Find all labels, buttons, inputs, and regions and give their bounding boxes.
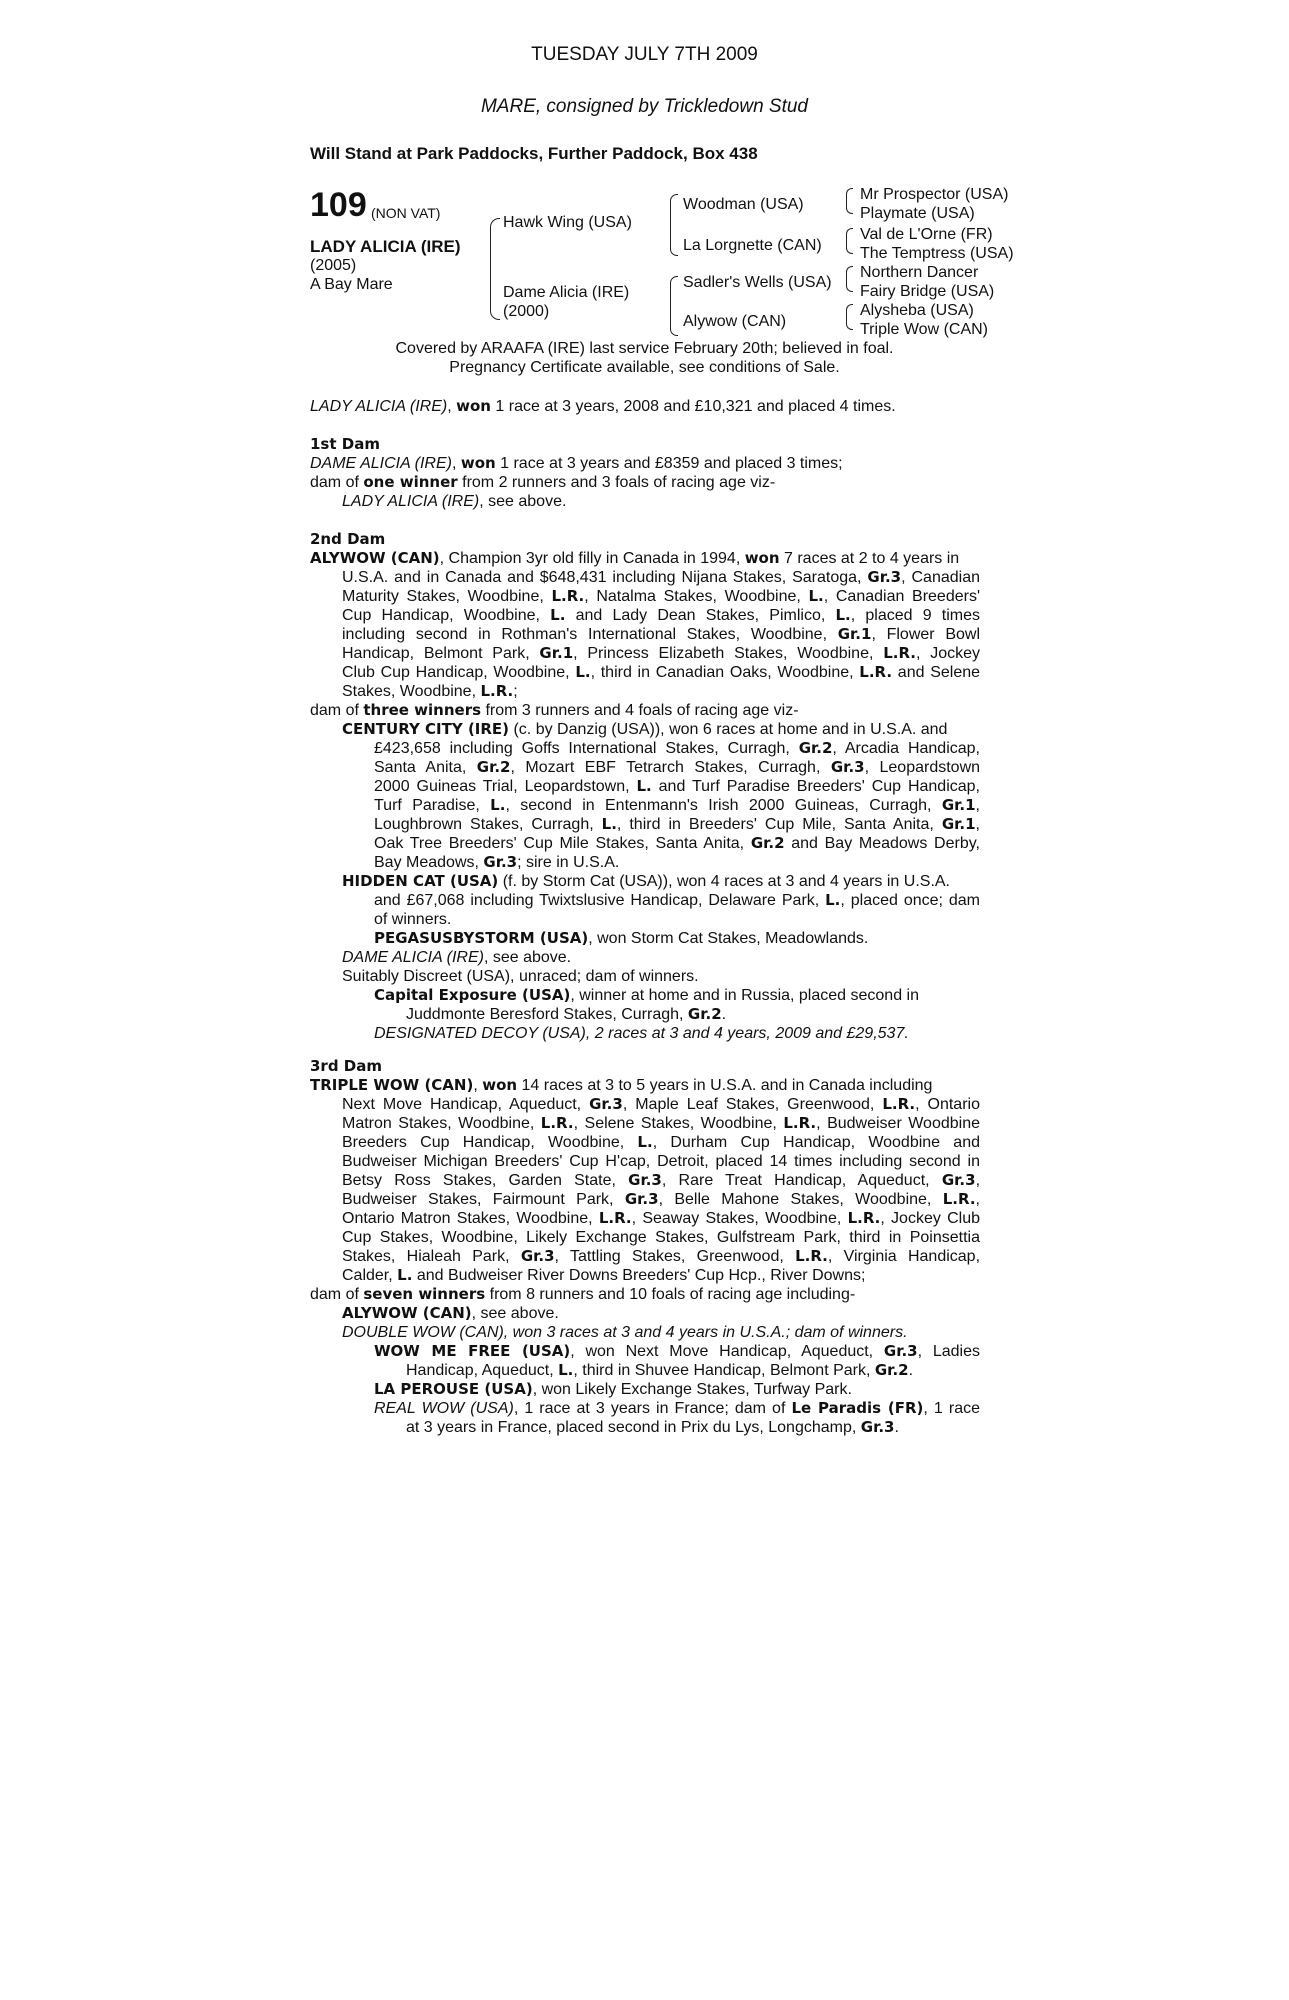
pedigree-dam-sire: Sadler's Wells (USA) — [683, 274, 832, 291]
line-text: Oak Tree Breeders' Cup Mile Stakes, Santa Anita, — [374, 835, 751, 852]
century-city-name: CENTURY CITY (IRE) — [342, 720, 510, 738]
line-text: and Budweiser River Downs Breeders' Cup Hcp., River Downs; — [412, 1267, 866, 1284]
summary-won: won — [456, 397, 491, 415]
line-text: , third in Canadian Oaks, Woodbine, — [590, 664, 860, 681]
line-text: , Virginia Handicap, — [827, 1248, 981, 1265]
line-text: , Belle Mahone Stakes, Woodbine, — [658, 1191, 943, 1208]
hidden-cat-text: (f. by Storm Cat (USA)), won 4 races at 3 and 4 years in U.S.A. — [498, 873, 950, 890]
line-text: , Budweiser Woodbine — [816, 1115, 981, 1132]
text-line — [310, 1095, 980, 1114]
line-text: Next Move Handicap, Aqueduct, — [342, 1096, 590, 1113]
text-line — [310, 625, 980, 644]
offspring-text: , see above. — [479, 493, 567, 510]
text-line — [310, 1266, 980, 1285]
grade-label: Gr.1 — [941, 796, 976, 814]
grade-label: Gr.3 — [883, 1342, 918, 1360]
horse-description: A Bay Mare — [310, 276, 393, 293]
runners-text: from 8 runners and 10 foals of racing age including- — [485, 1286, 856, 1303]
pedigree-ddd: Triple Wow (CAN) — [860, 321, 989, 338]
separator: , — [473, 1077, 483, 1094]
line-text: , Seaway Stakes, Woodbine, — [631, 1210, 848, 1227]
vat-status: (NON VAT) — [371, 205, 441, 221]
text-line — [310, 910, 980, 929]
grade-label: Gr.2 — [750, 834, 785, 852]
line-text: Budweiser Stakes, Fairmount Park, — [342, 1191, 625, 1208]
line-text: , — [975, 816, 980, 833]
grade-label: L.R. — [783, 1114, 817, 1132]
wow-me-free-text-4: , third in Shuvee Handicap, Belmont Park, — [573, 1362, 875, 1379]
wow-me-free-text-2: , Ladies — [917, 1343, 980, 1360]
line-text: Club Cup Handicap, Woodbine, — [342, 664, 576, 681]
text-line — [310, 1171, 980, 1190]
text-line — [310, 682, 980, 701]
grade-label: Gr.1 — [539, 644, 574, 662]
grade-label: L.R. — [795, 1247, 828, 1265]
line-text: , Durham Cup Handicap, Woodbine and — [652, 1134, 980, 1151]
real-wow-text: , 1 race at 3 years in France; dam of — [513, 1400, 792, 1417]
alywow-text: , see above. — [471, 1305, 559, 1322]
line-text: Maturity Stakes, Woodbine, — [342, 588, 552, 605]
line-text: , Canadian — [901, 569, 980, 586]
text-line — [310, 606, 980, 625]
line-text: £423,658 including Goffs International Stakes, Curragh, — [374, 740, 799, 757]
separator: , — [451, 455, 461, 472]
grade-label: Gr.3 — [830, 758, 865, 776]
pedigree-sire-dam: La Lorgnette (CAN) — [683, 237, 822, 254]
line-text: U.S.A. and in Canada and $648,431 including Nijana Stakes, Saratoga, — [342, 569, 868, 586]
grade-label: L. — [636, 777, 652, 795]
grade-label: L. — [558, 1361, 574, 1379]
century-city-text: (c. by Danzig (USA)), won 6 races at home and in U.S.A. and — [509, 721, 948, 738]
line-text: , Tattling Stakes, Greenwood, — [554, 1248, 796, 1265]
wow-me-free-name: WOW ME FREE (USA) — [374, 1342, 571, 1360]
line-text: Cup Handicap, Woodbine, — [342, 607, 551, 624]
line-text: , Natalma Stakes, Woodbine, — [584, 588, 809, 605]
line-text: of winners. — [374, 911, 452, 928]
text-line — [310, 815, 980, 834]
text-line — [310, 758, 980, 777]
consignor-line: MARE, consigned by Trickledown Stud — [480, 96, 809, 117]
line-text: , — [975, 1191, 980, 1208]
pedigree-ssd: Playmate (USA) — [860, 205, 975, 222]
pedigree-sire-sire: Woodman (USA) — [683, 196, 804, 213]
wow-me-free-text: , won Next Move Handicap, Aqueduct, — [570, 1343, 884, 1360]
grade-label: L.R. — [859, 663, 893, 681]
line-text: Matron Stakes, Woodbine, — [342, 1115, 541, 1132]
hidden-cat-name: HIDDEN CAT (USA) — [342, 872, 499, 890]
text-line — [310, 834, 980, 853]
line-text: , placed 9 times — [850, 607, 981, 624]
line-text: , Selene Stakes, Woodbine, — [573, 1115, 784, 1132]
line-text: Calder, — [342, 1267, 398, 1284]
line-text: including second in Rothman's International Stakes, Woodbine, — [342, 626, 838, 643]
line-text: , Canadian Breeders' — [823, 588, 981, 605]
grade-label: L. — [808, 587, 824, 605]
line-text: , placed once; dam — [840, 892, 980, 909]
text-line — [310, 739, 980, 758]
grade-label: L. — [601, 815, 617, 833]
century-city-lines — [310, 739, 980, 872]
text-line — [310, 1209, 980, 1228]
pedigree-brace-dam — [670, 276, 678, 336]
second-dam-heading: 2nd Dam — [310, 530, 386, 548]
pedigree-dam: Dame Alicia (IRE) — [503, 284, 630, 301]
first-dam-record: 1 race at 3 years and £8359 and placed 3 times; — [495, 455, 843, 472]
grade-label: Gr.2 — [874, 1361, 909, 1379]
grade-label: Gr.3 — [589, 1095, 623, 1113]
text-line — [310, 1114, 980, 1133]
pedigree-dss: Northern Dancer — [860, 264, 979, 281]
line-text: Ontario Matron Stakes, Woodbine, — [342, 1210, 599, 1227]
pegasus-name: PEGASUSBYSTORM (USA) — [374, 929, 589, 947]
line-text: , Princess Elizabeth Stakes, Woodbine, — [573, 645, 884, 662]
real-wow-name: REAL WOW (USA) — [374, 1400, 514, 1417]
grade-label: L.R. — [847, 1209, 881, 1227]
sale-date: TUESDAY JULY 7TH 2009 — [531, 44, 758, 65]
text-line — [310, 796, 980, 815]
line-text: Loughbrown Stakes, Curragh, — [374, 816, 602, 833]
line-text: , Jockey Club — [880, 1210, 981, 1227]
grade-label: Gr.1 — [837, 625, 872, 643]
line-text: and Turf Paradise Breeders' Cup Handicap, — [651, 778, 981, 795]
pegasus-text: , won Storm Cat Stakes, Meadowlands. — [588, 930, 869, 947]
le-paradis-name: Le Paradis (FR) — [791, 1399, 924, 1417]
line-text: , Arcadia Handicap, — [832, 740, 980, 757]
hidden-cat-lines — [310, 891, 980, 929]
grade-label: Gr.3 — [520, 1247, 555, 1265]
line-text: , Flower Bowl — [871, 626, 980, 643]
pedigree-sdd: The Temptress (USA) — [860, 245, 1014, 262]
text-line — [310, 663, 980, 682]
grade-label: L. — [637, 1133, 653, 1151]
third-dam-heading: 3rd Dam — [310, 1057, 382, 1075]
grade-label: L. — [397, 1266, 413, 1284]
line-text: , second in Entenmann's Irish 2000 Guineas, Curragh, — [505, 797, 942, 814]
grade-label: Gr.3 — [483, 853, 518, 871]
line-text: Breeders Cup Handicap, Woodbine, — [342, 1134, 638, 1151]
line-text: and Lady Dean Stakes, Pimlico, — [565, 607, 836, 624]
line-text: and Selene — [892, 664, 981, 681]
second-dam-name: ALYWOW (CAN) — [310, 549, 440, 567]
first-dam-name: DAME ALICIA (IRE) — [310, 455, 452, 472]
line-text: Betsy Ross Stakes, Garden State, — [342, 1172, 629, 1189]
third-dam-won: won — [482, 1076, 518, 1094]
line-text: , Jockey — [916, 645, 981, 662]
grade-label: Gr.3 — [624, 1190, 659, 1208]
covered-line: Covered by ARAAFA (IRE) last service February 20th; believed in foal. — [395, 340, 894, 357]
grade-label: Gr.2 — [798, 739, 833, 757]
pedigree-sds: Val de L'Orne (FR) — [860, 226, 993, 243]
lot-number: 109 — [310, 186, 367, 224]
horse-name: LADY ALICIA (IRE) — [310, 237, 461, 256]
grade-label: L.R. — [480, 682, 514, 700]
winner-count: one winner — [363, 473, 458, 491]
dame-alicia-text: , see above. — [483, 949, 572, 966]
text-line — [310, 1152, 980, 1171]
text-line — [310, 644, 980, 663]
real-wow-text-2: , 1 race — [923, 1400, 981, 1417]
pedigree-sss: Mr Prospector (USA) — [860, 186, 1009, 203]
third-dam-section — [310, 1057, 980, 1437]
text-line — [310, 568, 980, 587]
race-summary: LADY ALICIA (IRE), won 1 race at 3 years, 2008 and £10,321 and placed 4 times. — [310, 397, 896, 415]
grade-label: L.R. — [882, 1095, 916, 1113]
designated-decoy-line: DESIGNATED DECOY (USA), 2 races at 3 and 4 years, 2009 and £29,537. — [374, 1025, 909, 1042]
pedigree-dam-dam: Alywow (CAN) — [683, 313, 787, 330]
wow-me-free-text-3: Handicap, Aqueduct, — [406, 1362, 559, 1379]
pedigree-sire: Hawk Wing (USA) — [503, 214, 632, 231]
la-perouse-text: , won Likely Exchange Stakes, Turfway Park. — [532, 1381, 852, 1398]
dam-of-label: dam of — [310, 474, 364, 491]
grade-label: L.R. — [598, 1209, 632, 1227]
line-text: Santa Anita, — [374, 759, 477, 776]
punctuation: . — [894, 1419, 899, 1436]
runners-text: from 3 runners and 4 foals of racing age viz- — [481, 702, 799, 719]
line-text: , third in Breeders' Cup Mile, Santa Anita, — [616, 816, 942, 833]
third-dam-lines — [310, 1095, 980, 1285]
suitably-discreet-line: Suitably Discreet (USA), unraced; dam of winners. — [342, 968, 699, 985]
capital-exposure-text-2: Juddmonte Beresford Stakes, Curragh, — [406, 1006, 688, 1023]
capital-exposure-text: , winner at home and in Russia, placed second in — [570, 987, 919, 1004]
line-text: , — [975, 1172, 981, 1189]
grade-label: L.R. — [942, 1190, 976, 1208]
pedigree-brace-sire — [670, 194, 678, 256]
grade-label: L. — [550, 606, 566, 624]
line-text: 2000 Guineas Trial, Leopardstown, — [374, 778, 637, 795]
grade-label: Gr.2 — [476, 758, 511, 776]
third-dam-name: TRIPLE WOW (CAN) — [310, 1076, 474, 1094]
line-text: and £67,068 including Twixtslusive Handicap, Delaware Park, — [374, 892, 826, 909]
line-text: , Maple Leaf Stakes, Greenwood, — [622, 1096, 883, 1113]
grade-label: Gr.3 — [941, 1171, 976, 1189]
line-text: ; sire in U.S.A. — [517, 854, 620, 871]
second-dam-won: won — [744, 549, 780, 567]
capital-exposure-name: Capital Exposure (USA) — [374, 986, 571, 1004]
dam-of-label: dam of — [310, 702, 364, 719]
first-dam-section — [310, 435, 980, 511]
grade-label: L.R. — [540, 1114, 574, 1132]
horse-year: (2005) — [310, 257, 357, 274]
grade-label: Gr.3 — [860, 1418, 895, 1436]
pregnancy-line: Pregnancy Certificate available, see conditions of Sale. — [449, 359, 840, 376]
grade-label: Gr.3 — [628, 1171, 662, 1189]
second-dam-lines — [310, 568, 980, 701]
la-perouse-name: LA PEROUSE (USA) — [374, 1380, 533, 1398]
grade-label: L.R. — [551, 587, 585, 605]
third-dam-record: 14 races at 3 to 5 years in U.S.A. and in Canada including — [517, 1077, 933, 1094]
text-line — [310, 891, 980, 910]
pedigree-brace-sd — [846, 228, 853, 254]
grade-label: Gr.3 — [867, 568, 902, 586]
line-text: , Rare Treat Handicap, Aqueduct, — [661, 1172, 942, 1189]
line-text: Cup Stakes, Woodbine, Likely Exchange Stakes, Gulfstream Park, third in Poinsettia — [342, 1229, 980, 1246]
text-line — [310, 1133, 980, 1152]
pedigree-dds: Alysheba (USA) — [860, 302, 974, 319]
line-text: , Leopardstown — [864, 759, 981, 776]
grade-label: L. — [575, 663, 591, 681]
text-line — [310, 1228, 980, 1247]
alywow-name: ALYWOW (CAN) — [342, 1304, 472, 1322]
text-line — [310, 587, 980, 606]
pedigree-brace-ss — [846, 188, 853, 214]
grade-label: L. — [490, 796, 506, 814]
line-text: , Ontario — [915, 1096, 980, 1113]
dam-of-label: dam of — [310, 1286, 364, 1303]
grade-label: L.R. — [883, 644, 916, 662]
line-text: ; — [513, 683, 518, 700]
grade-label: L. — [835, 606, 851, 624]
line-text: Budweiser Michigan Breeders' Cup H'cap, Detroit, placed 14 times including second in — [342, 1153, 980, 1170]
text-line — [310, 777, 980, 796]
line-text: Handicap, Belmont Park, — [342, 645, 540, 662]
text-line — [310, 853, 980, 872]
winner-count: three winners — [363, 701, 482, 719]
second-dam-record: 7 races at 2 to 4 years in — [779, 550, 960, 567]
pedigree-brace-ds — [846, 266, 853, 292]
line-text: Stakes, Hialeah Park, — [342, 1248, 521, 1265]
line-text: Stakes, Woodbine, — [342, 683, 481, 700]
dame-alicia-name: DAME ALICIA (IRE) — [342, 949, 484, 966]
grade-label: Gr.2 — [687, 1005, 722, 1023]
double-wow-line: DOUBLE WOW (CAN), won 3 races at 3 and 4 years in U.S.A.; dam of winners. — [342, 1324, 908, 1341]
real-wow-text-3: at 3 years in France, placed second in Prix du Lys, Longchamp, — [406, 1419, 861, 1436]
text-line — [310, 1247, 980, 1266]
line-text: Turf Paradise, — [374, 797, 491, 814]
second-dam-text: , Champion 3yr old filly in Canada in 1994, — [439, 550, 745, 567]
second-dam-section — [310, 530, 980, 1043]
summary-horse-name: LADY ALICIA (IRE) — [310, 398, 448, 415]
punctuation: . — [908, 1362, 914, 1379]
pedigree-brace-gen1 — [490, 218, 500, 320]
line-text: Bay Meadows, — [374, 854, 484, 871]
grade-label: L. — [825, 891, 841, 909]
pedigree-brace-dd — [846, 304, 853, 330]
line-text: , — [975, 797, 980, 814]
grade-label: Gr.1 — [941, 815, 976, 833]
text-line — [310, 1190, 980, 1209]
first-dam-won: won — [460, 454, 496, 472]
punctuation: . — [721, 1006, 727, 1023]
winner-count: seven winners — [363, 1285, 486, 1303]
line-text: , Mozart EBF Tetrarch Stakes, Curragh, — [510, 759, 831, 776]
pedigree-dsd: Fairy Bridge (USA) — [860, 283, 995, 300]
first-dam-heading: 1st Dam — [310, 435, 380, 453]
line-text: and Bay Meadows Derby, — [784, 835, 980, 852]
stand-location: Will Stand at Park Paddocks, Further Paddock, Box 438 — [310, 144, 758, 163]
pedigree-dam-year: (2000) — [503, 303, 550, 320]
runners-text: from 2 runners and 3 foals of racing age viz- — [457, 474, 776, 491]
summary-text: 1 race at 3 years, 2008 and £10,321 and placed 4 times. — [490, 398, 896, 415]
offspring-name: LADY ALICIA (IRE) — [342, 493, 480, 510]
